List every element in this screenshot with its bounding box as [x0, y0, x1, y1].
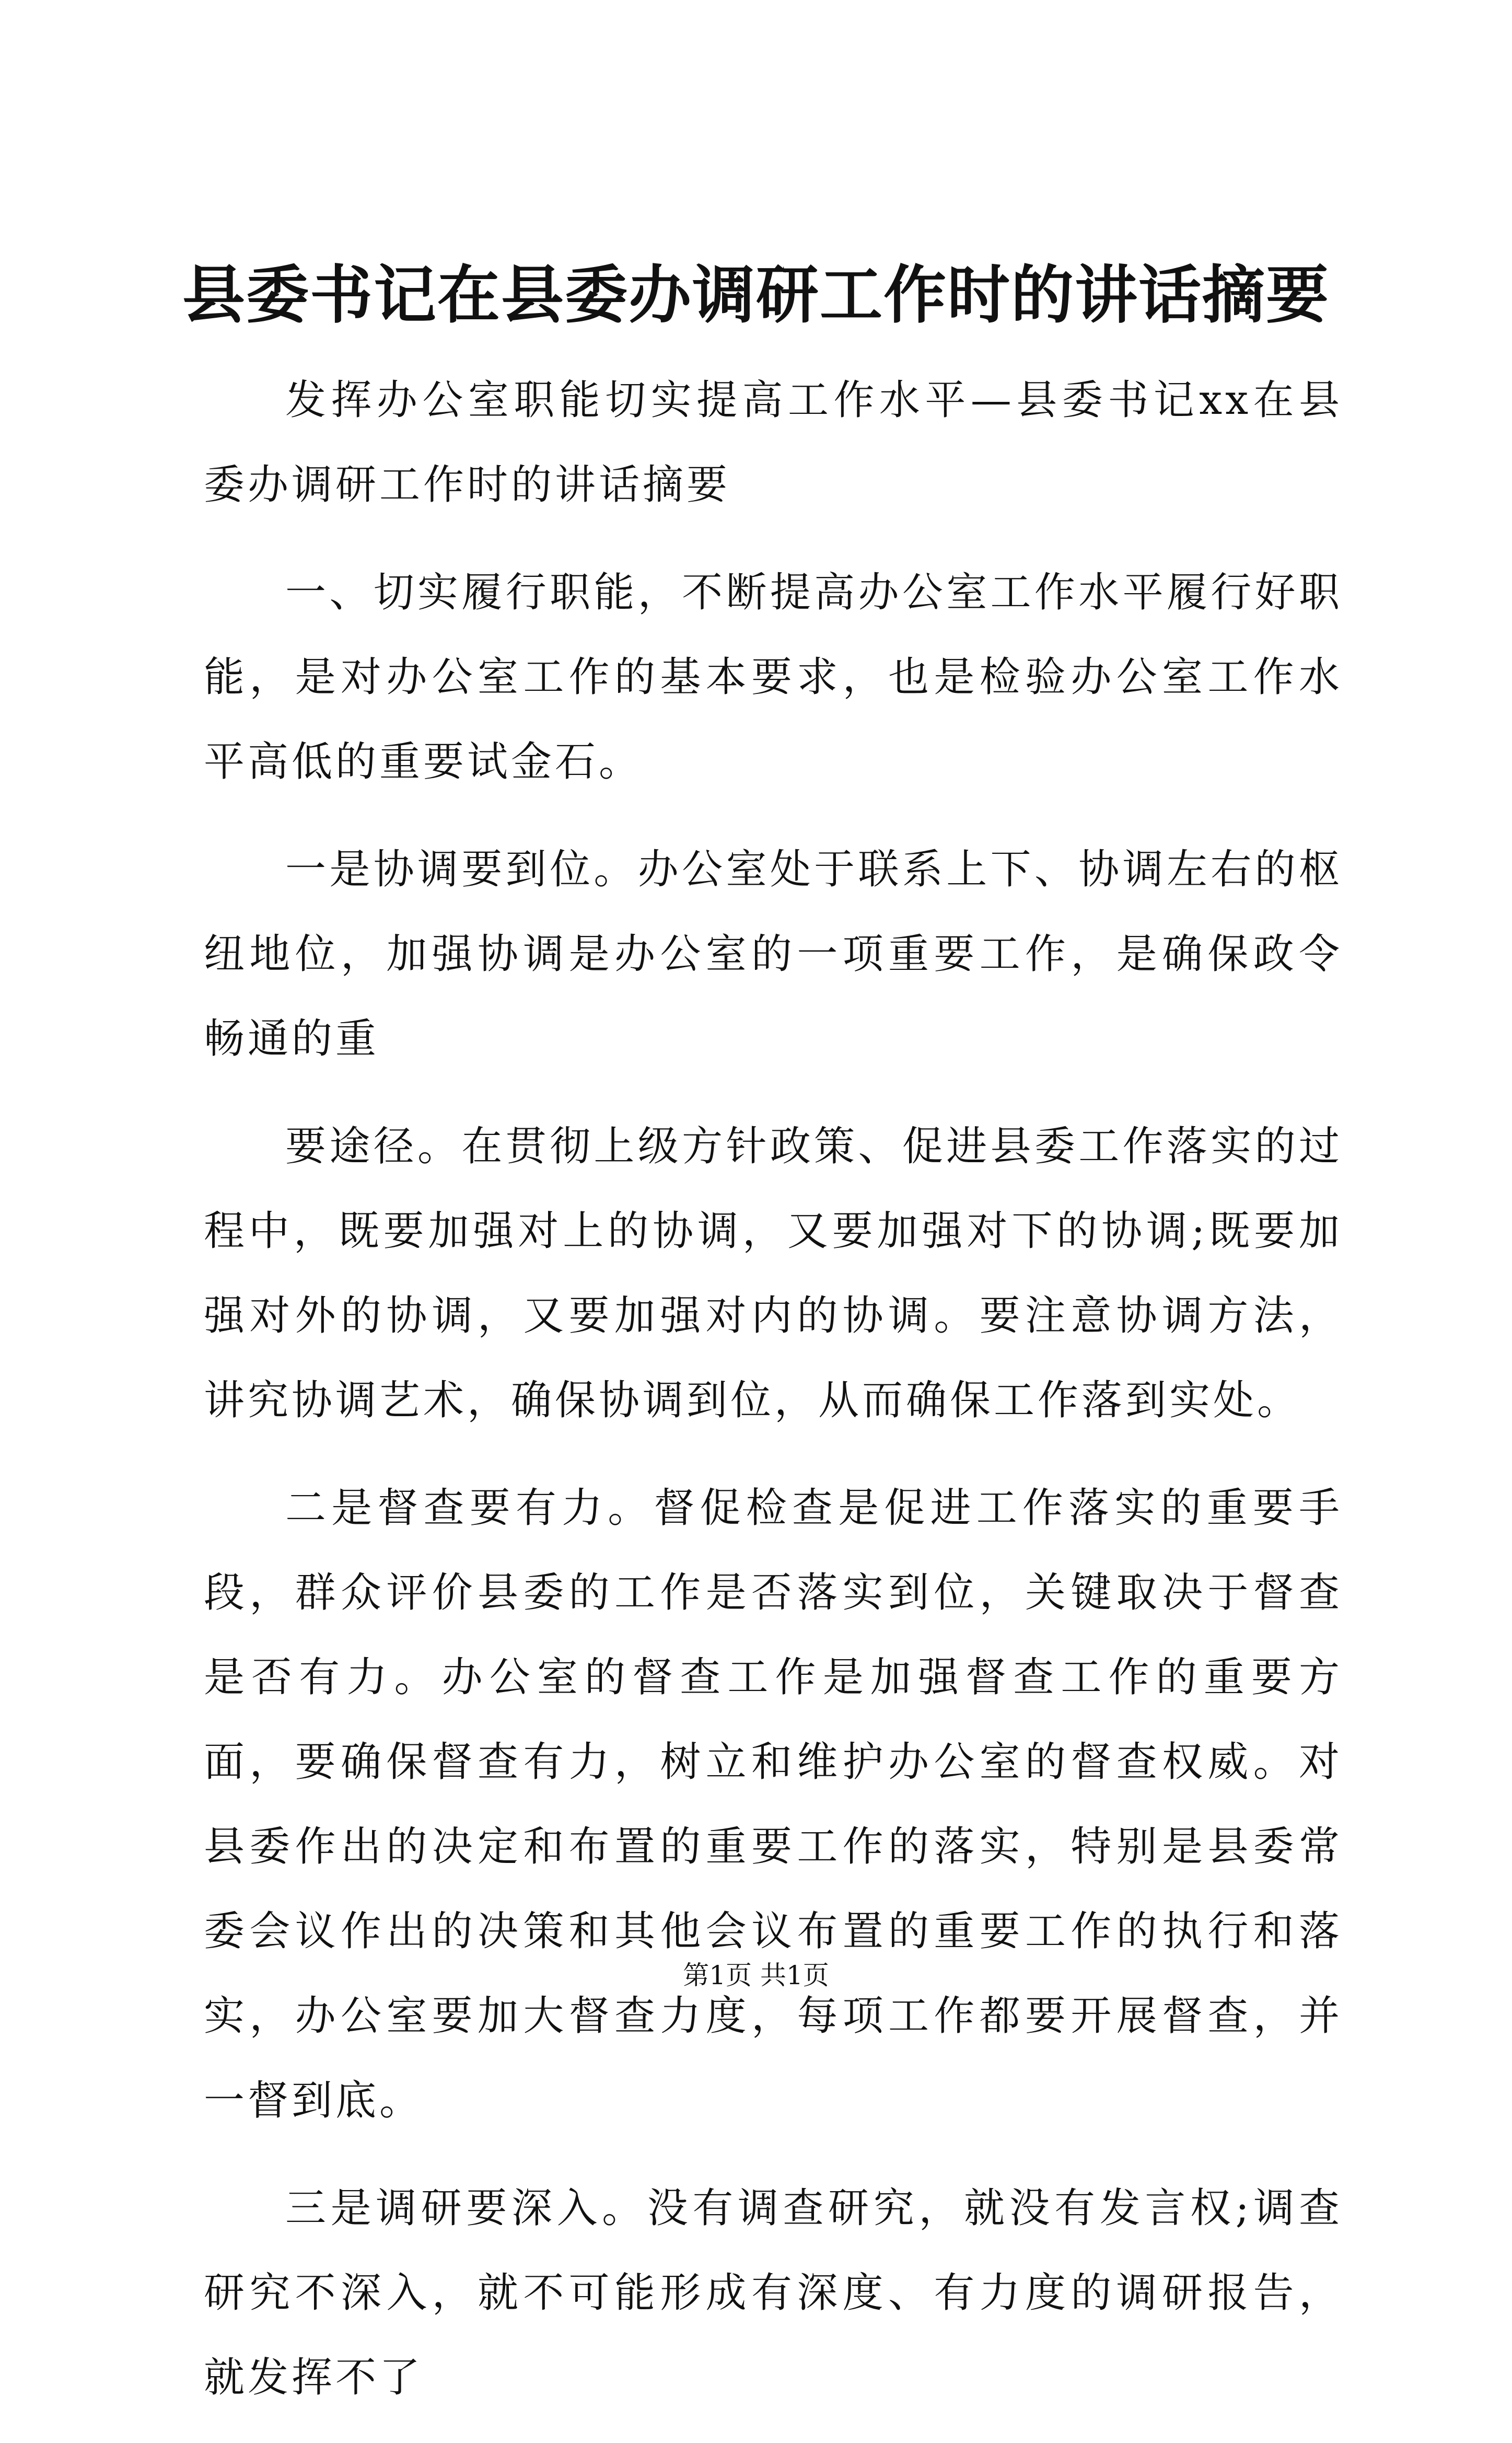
document-title: 县委书记在县委办调研工作时的讲话摘要	[182, 258, 1330, 332]
paragraph-supervision: 二是督查要有力。督促检查是促进工作落实的重要手段，群众评价县委的工作是否落实到位，关键取决于督查是否有力。办公室的督查工作是加强督查工作的重要方面，要确保督查有力，树立和维护办公室的督查权威。对县委作出的决定和布置的重要工作的落实，特别是县委常委会议作出的决策和其他会议布置的重要工作的执行和落实，办公室要加大督查力度，每项工作都要开展督查，并一督到底。	[204, 1485, 1343, 2124]
paragraph-subtitle: 发挥办公室职能切实提高工作水平—县委书记xx在县委办调研工作时的讲话摘要	[204, 377, 1343, 508]
document-body	[204, 358, 1343, 2443]
paragraph-coordination: 一是协调要到位。办公室处于联系上下、协调左右的枢纽地位，加强协调是办公室的一项重要工作，是确保政令畅通的重	[204, 846, 1343, 1062]
page-footer: 第1页 共1页	[683, 1960, 829, 1990]
paragraph-coordination-continued: 要途径。在贯彻上级方针政策、促进县委工作落实的过程中，既要加强对上的协调，又要加强对下的协调;既要加强对外的协调，又要加强对内的协调。要注意协调方法，讲究协调艺术，确保协调到位，从而确保工作落到实处。	[204, 1123, 1343, 1424]
paragraph-section-one: 一、切实履行职能，不断提高办公室工作水平履行好职能，是对办公室工作的基本要求，也是检验办公室工作水平高低的重要试金石。	[204, 569, 1343, 785]
paragraph-research: 三是调研要深入。没有调查研究，就没有发言权;调查研究不深入，就不可能形成有深度、有力度的调研报告，就发挥不了	[204, 2185, 1343, 2401]
